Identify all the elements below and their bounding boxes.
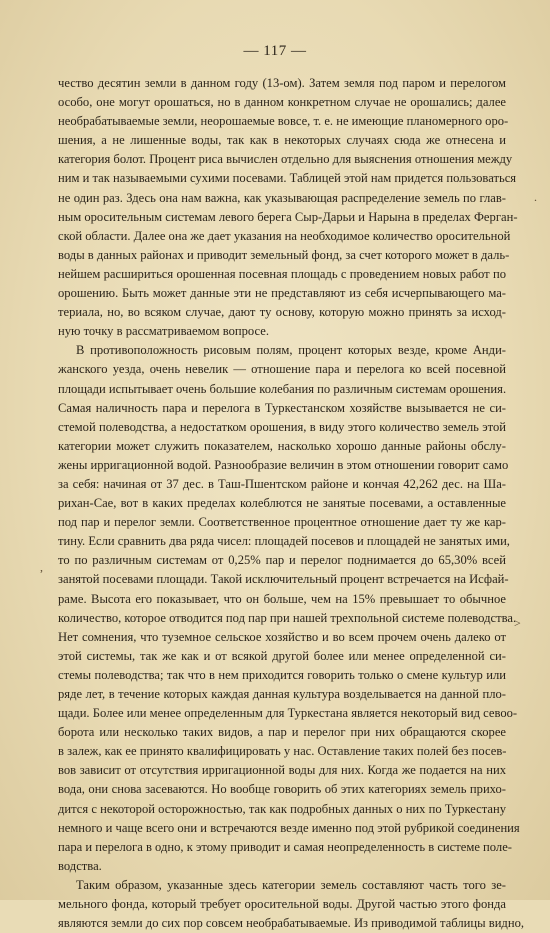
text-line: шения, а не лишенные воды, так как в некоторых случаях сюда же отнесена и (58, 133, 506, 148)
text-line: мельного фонда, который требует оросительной воды. Другой частью этого фонда (58, 897, 506, 912)
text-line: вода, они снова засеваются. Но вообще говорить об этих категориях земель прихо- (58, 782, 506, 797)
text-line: этой системы, так же как и от всякой другой более или менее определенной си- (58, 648, 506, 663)
text-line: тину. Если сравнить два ряда чисел: площадей посевов и площадей не занятых ими, (58, 534, 510, 549)
text-line: являются земли до сих пор совсем необрабатываемые. Из приводимой таблицы видно, (58, 916, 525, 931)
text-line: рихан-Сае, вот в каких пределах колеблются не занятые посевами, а оставленные (58, 496, 506, 511)
text-line: стемы полеводства; так что в нем приходится говорить только о смене культур или (58, 667, 506, 682)
margin-mark: , (40, 560, 43, 574)
body-text (58, 74, 525, 933)
text-line: чество десятин земли в данном году (13-ом). Затем земля под паром и перелогом (58, 76, 506, 90)
text-line: количество, которое отводится под пар при нашей трехпольной системе полеводства. (58, 610, 517, 625)
text-line: жанского уезда, очень невелик — отношение пара и перелога ко всей посевной (58, 362, 506, 377)
text-line: в залеж, как ее принято квалифицировать у нас. Оставление таких полей без посев- (58, 744, 507, 759)
margin-mark: . (534, 190, 537, 204)
text-line: категории может служить показателем, насколько хорошо данные районы обслу- (58, 438, 506, 453)
text-line: В противоположность рисовым полям, процент которых везде, кроме Анди- (76, 343, 506, 358)
text-line: борота или несколько таких видов, а пар и перелог при них обращаются скорее (58, 725, 506, 740)
text-line: дится с некоторой осторожностью, так как подробных данных о них по Туркестану (58, 801, 507, 816)
text-line: щади. Более или менее определенным для Туркестана является некоторый вид севоо- (58, 706, 518, 721)
text-line: нейшем расшириться орошенная посевная площадь с проведением новых работ по (58, 266, 506, 281)
text-line: водства. (58, 858, 102, 873)
text-line: ним и так называемыми сухими посевами. Таблицей этой нам придется пользоваться (58, 171, 517, 186)
text-line: то по различным системам от 0,25% пар и перелог поднимается до 65,30% всей (58, 553, 506, 568)
page-number: — 117 — (243, 43, 307, 59)
text-line: категория болот. Процент риса вычислен отдельно для выяснения отношения между (58, 152, 513, 167)
text-line: раме. Высота его показывает, что он больше, чем на 15% превышает то обычное (58, 591, 506, 606)
text-line: орошению. Быть может данные эти не представляют из себя исчерпывающего ма- (58, 286, 506, 301)
text-line: жены ирригационной водой. Разнообразие величин в этом отношении говорит само (58, 457, 509, 472)
text-line: стемой полеводства, а недостатком орошения, в виду этого количество земель этой (58, 419, 506, 434)
text-line: под пар и перелог земли. Соответственное процентное отношение дает ту же кар- (58, 515, 506, 530)
text-line: воды в данных районах и приводит земельный фонд, за счет которого может в даль- (58, 247, 510, 262)
text-line: ской области. Далее она же дает указания на необходимое количество оросительной (58, 228, 511, 243)
text-line: териала, но, во всяком случае, дают ту основу, которую можно принять за исход- (58, 305, 506, 320)
text-line: Самая наличность пара и перелога в Туркестанском хозяйстве вызывается не си- (58, 400, 506, 415)
text-line: особо, оне могут орошаться, но в данном конкретном случае не орошались; далее (58, 95, 506, 110)
text-line: за себя: начиная от 37 дес. в Таш-Пшентском районе и кончая 42,262 дес. на Ша- (58, 476, 506, 491)
text-line: пара и перелога в одно, к этому приводит и самая неопределенность в системе поле- (58, 839, 512, 854)
text-line: немного и чаще всего они и встречаются везде именно под этой рубрикой соединения (58, 820, 520, 835)
text-line: Таким образом, указанные здесь категории земель составляют часть того зе- (76, 877, 506, 892)
text-line: вов зависит от отсутствия ирригационной воды для них. Когда же подается на них (58, 763, 506, 778)
text-line: занятой посевами площади. Такой исключительный процент встречается на Исфай- (58, 572, 509, 587)
text-line: площади испытывает очень большие колебания по различным системам орошения. (58, 381, 507, 396)
margin-mark: ˃ (514, 616, 521, 630)
text-line: ным оросительным системам левого берега Сыр-Дарьи и Нарына в пределах Ферган- (58, 209, 518, 224)
text-line: не один раз. Здесь она нам важна, как указывающая распределение земель по глав- (58, 190, 506, 205)
text-line: ряде лет, в течение которых каждая данная культура возделывается на данной пло- (58, 687, 506, 701)
text-line: ную точку в рассматриваемом вопросе. (58, 324, 270, 339)
text-line: Нет сомнения, что туземное сельское хозяйство и во всем прочем очень далеко от (58, 629, 506, 644)
text-line: необрабатываемые земли, неорошаемые вовсе, т. е. не имеющие планомерного оро- (58, 114, 509, 129)
